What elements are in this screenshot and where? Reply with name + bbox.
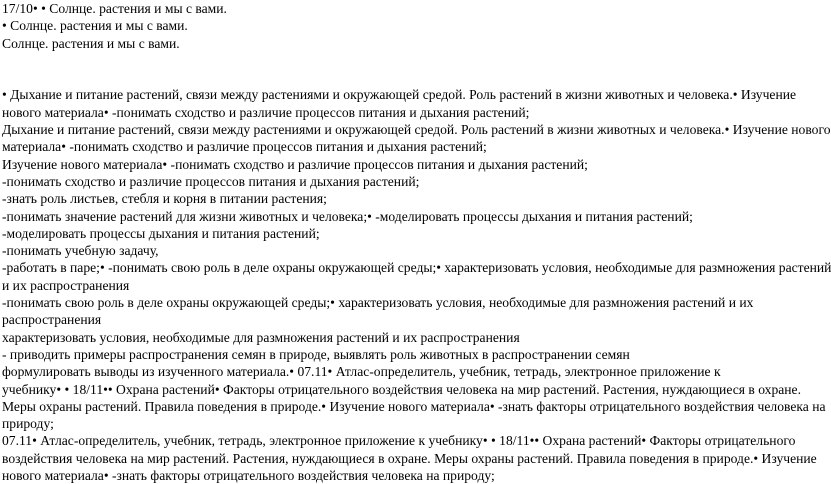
- body-line: характеризовать условия, необходимые для размножения растений и их распространения: [2, 329, 520, 345]
- body-line: -работать в паре;• -понимать свою роль в деле охраны окружающей среды;• характеризовать условия, необходимые для размножения растений: [2, 260, 831, 276]
- body-line: распространения: [2, 312, 102, 328]
- header-block: [2, 0, 816, 52]
- body-line: -понимать сходство и различие процессов питания и дыхания растений;: [2, 173, 420, 189]
- body-line: -понимать свою роль в деле охраны окружающей среды;• характеризовать условия, необходимые для размножения растений и их: [2, 295, 754, 311]
- body-line: природу;: [2, 416, 54, 432]
- body-line: -понимать учебную задачу,: [2, 243, 159, 259]
- body-line: Меры охраны растений. Правила поведения в природе.• Изучение нового материала• -знать факторы отрицательного воздействия человека на: [2, 398, 826, 414]
- body-line: формулировать выводы из изученного материала.• 07.11• Атлас-определитель, учебник, тетрадь, электронное приложение к: [2, 364, 721, 380]
- body-line: 07.11• Атлас-определитель, учебник, тетрадь, электронное приложение к учебнику• • 18/11•• Охрана растений• Факторы отрицательного: [2, 433, 796, 449]
- body-line: воздействия человека на мир растений. Растения, нуждающиеся в охране. Меры охраны растений. Правила поведения в природе.• Изучение: [2, 450, 817, 466]
- header-line-2: • Солнце. растения и мы с вами.: [2, 18, 188, 34]
- blank-gap: [2, 52, 816, 87]
- body-line: Изучение нового материала• -понимать сходство и различие процессов питания и дыхания растений;: [2, 156, 588, 172]
- body-line: - приводить примеры распространения семян в природе, выявлять роль животных в распространении семян: [2, 346, 630, 362]
- body-line: -моделировать процессы дыхания и питания растений;: [2, 225, 320, 241]
- body-line: материала• -понимать сходство и различие процессов питания и дыхания растений;: [2, 139, 487, 155]
- body-line: нового материала• -знать факторы отрицательного воздействия человека на природу;: [2, 468, 495, 484]
- body-line: и их распространения: [2, 277, 130, 293]
- header-line-3: Солнце. растения и мы с вами.: [2, 35, 180, 51]
- body-line: учебнику• • 18/11•• Охрана растений• Факторы отрицательного воздействия человека на мир растений. Растения, нуждающиеся в охране.: [2, 381, 801, 397]
- body-line: Дыхание и питание растений, связи между растениями и окружающей средой. Роль растений в жизни животных и человека.• Изучение нового: [2, 122, 831, 138]
- body-line: -знать роль листьев, стебля и корня в питании растения;: [2, 191, 327, 207]
- body-line: -понимать значение растений для жизни животных и человека;• -моделировать процессы дыхания и питания растений;: [2, 208, 693, 224]
- body-line: • Дыхание и питание растений, связи между растениями и окружающей средой. Роль растений в жизни животных и человека.• Изучение: [2, 87, 797, 103]
- body-block: [2, 86, 831, 484]
- body-line: нового материала• -понимать сходство и различие процессов питания и дыхания растений;: [2, 104, 530, 120]
- header-line-1: 17/10• • Солнце. растения и мы с вами.: [2, 1, 227, 16]
